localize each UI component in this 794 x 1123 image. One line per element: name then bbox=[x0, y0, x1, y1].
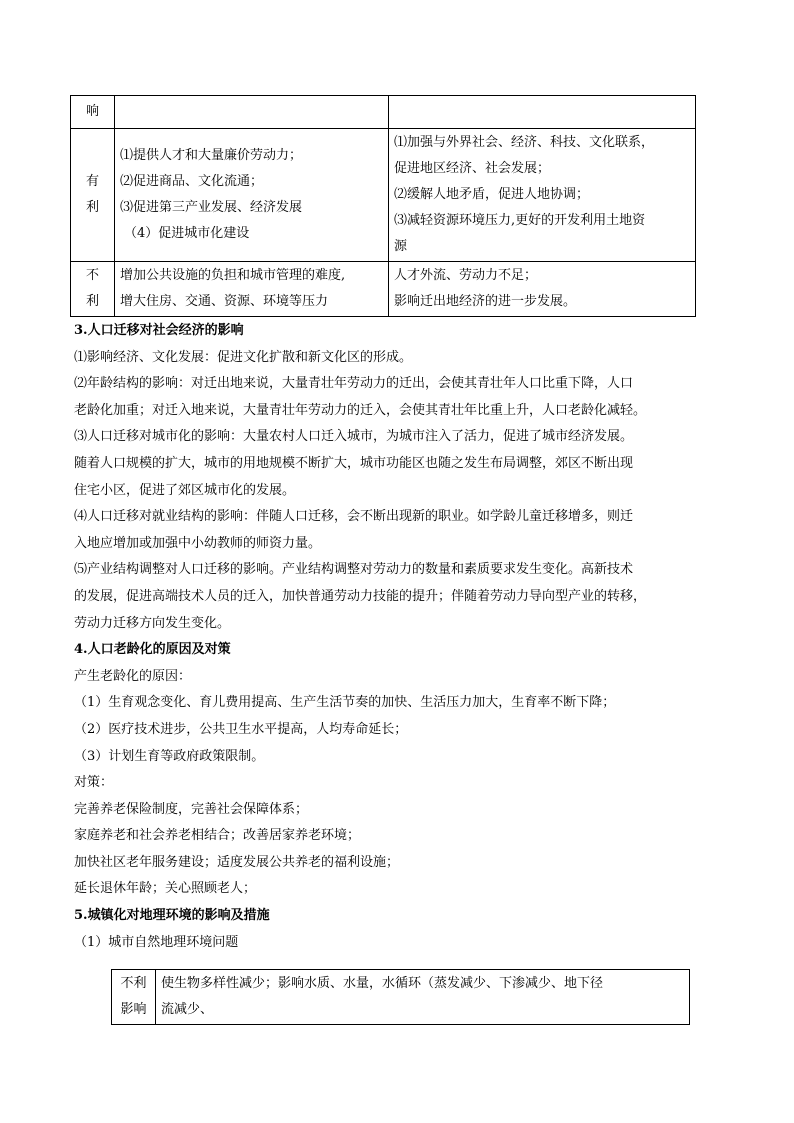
paragraph-line: ⑴影响经济、文化发展：促进文化扩散和新文化区的形成。 bbox=[74, 349, 413, 365]
cell-line: 流减少、 bbox=[161, 1002, 214, 1017]
paragraph-line: （3）计划生育等政府政策限制。 bbox=[74, 748, 265, 764]
header-text: 不利 bbox=[120, 976, 147, 991]
section-heading: 4.人口老龄化的原因及对策 bbox=[74, 642, 231, 658]
section-heading: 3.人口迁移对社会经济的影响 bbox=[74, 323, 244, 338]
header-text: 影响 bbox=[120, 1002, 147, 1017]
cell-line: （4）促进城市化建设 bbox=[124, 226, 250, 241]
paragraph-line: 完善养老保险制度，完善社会保障体系； bbox=[74, 801, 309, 817]
paragraph-line: ⑶人口迁移对城市化的影响：大量农村人口迁入城市，为城市注入了活力，促进了城市经济发展。 bbox=[74, 429, 634, 445]
table-row bbox=[71, 96, 696, 129]
cell-line: ⑵缓解人地矛盾，促进人地协调； bbox=[394, 187, 590, 202]
row-header-unfavorable-impact bbox=[112, 970, 156, 1025]
paragraph-line: （1）城市自然地理环境问题 bbox=[74, 934, 239, 950]
table-cell bbox=[389, 96, 696, 129]
cell-line: 人才外流、劳动力不足； bbox=[394, 268, 538, 283]
paragraph-line: 产生老龄化的原因： bbox=[74, 668, 192, 684]
body-text bbox=[74, 318, 722, 956]
table-row bbox=[112, 970, 690, 1025]
table-row-favorable bbox=[71, 129, 696, 262]
cell-line: 促进地区经济、社会发展； bbox=[394, 161, 551, 176]
cell-line: ⑶减轻资源环境压力,更好的开发利用土地资 bbox=[394, 213, 646, 228]
row-header-unfavorable bbox=[71, 262, 115, 317]
table-row-unfavorable bbox=[71, 262, 696, 317]
cell-line: ⑶促进第三产业发展、经济发展 bbox=[120, 200, 303, 215]
header-char: 利 bbox=[85, 294, 99, 309]
outflow-benefits-cell bbox=[389, 129, 696, 262]
cell-line: ⑵促进商品、文化流通； bbox=[120, 174, 264, 189]
paragraph-line: 延长退休年龄；关心照顾老人； bbox=[74, 881, 257, 897]
cell-line: 源 bbox=[394, 239, 408, 254]
paragraph-line: 的发展，促进高端技术人员的迁入，加快普通劳动力技能的提升；伴随着劳动力导向型产业的转移， bbox=[74, 588, 647, 604]
header-char: 利 bbox=[85, 200, 99, 215]
cell-line: 影响迁出地经济的进一步发展。 bbox=[394, 294, 577, 309]
paragraph-line: 加快社区老年服务建设；适度发展公共养老的福利设施； bbox=[74, 854, 400, 870]
row-header: 响 bbox=[71, 96, 115, 129]
impact-cell bbox=[156, 970, 690, 1025]
paragraph-line: ⑵年龄结构的影响：对迁出地来说，大量青壮年劳动力的迁出，会使其青壮年人口比重下降，人口 bbox=[74, 376, 634, 392]
cell-line: 增加公共设施的负担和城市管理的难度, bbox=[120, 268, 346, 283]
cell-line: ⑴加强与外界社会、经济、科技、文化联系， bbox=[394, 135, 655, 150]
header-char: 不 bbox=[85, 268, 99, 283]
cell-line: 使生物多样性减少；影响水质、水量，水循环（蒸发减少、下渗减少、地下径 bbox=[161, 976, 604, 991]
paragraph-line: 对策： bbox=[74, 775, 114, 791]
cell-line: 增大住房、交通、资源、环境等压力 bbox=[120, 294, 329, 309]
paragraph-line: （2）医疗技术进步，公共卫生水平提高，人均寿命延长； bbox=[74, 721, 408, 737]
paragraph-line: 随着人口规模的扩大，城市的用地规模不断扩大，城市功能区也随之发生布局调整，郊区不断出现 bbox=[74, 455, 634, 471]
paragraph-line: 老龄化加重；对迁入地来说，大量青壮年劳动力的迁入，会使其青壮年比重上升，人口老龄化减轻。 bbox=[74, 402, 647, 418]
paragraph-line: ⑷人口迁移对就业结构的影响：伴随人口迁移，会不断出现新的职业。如学龄儿童迁移增多，则迁 bbox=[74, 509, 634, 525]
paragraph-line: ⑸产业结构调整对人口迁移的影响。产业结构调整对劳动力的数量和素质要求发生变化。高新技术 bbox=[74, 562, 634, 578]
urban-environment-table bbox=[111, 969, 690, 1025]
inflow-benefits-cell bbox=[115, 129, 389, 262]
section-heading: 5.城镇化对地理环境的影响及措施 bbox=[74, 908, 270, 924]
paragraph-line: （1）生育观念变化、育儿费用提高、生产生活节奏的加快、生活压力加大，生育率不断下降； bbox=[74, 695, 616, 711]
paragraph-line: 入地应增加或加强中小幼教师的师资力量。 bbox=[74, 535, 322, 551]
header-char: 有 bbox=[85, 174, 99, 189]
paragraph-line: 住宅小区，促进了郊区城市化的发展。 bbox=[74, 482, 296, 498]
cell-line: ⑴提供人才和大量廉价劳动力； bbox=[120, 148, 303, 163]
table-cell bbox=[115, 96, 389, 129]
outflow-drawbacks-cell bbox=[389, 262, 696, 317]
paragraph-line: 家庭养老和社会养老相结合；改善居家养老环境； bbox=[74, 828, 361, 844]
paragraph-line: 劳动力迁移方向发生变化。 bbox=[74, 615, 231, 631]
migration-impact-table bbox=[70, 95, 696, 317]
inflow-drawbacks-cell bbox=[115, 262, 389, 317]
row-header-favorable bbox=[71, 129, 115, 262]
